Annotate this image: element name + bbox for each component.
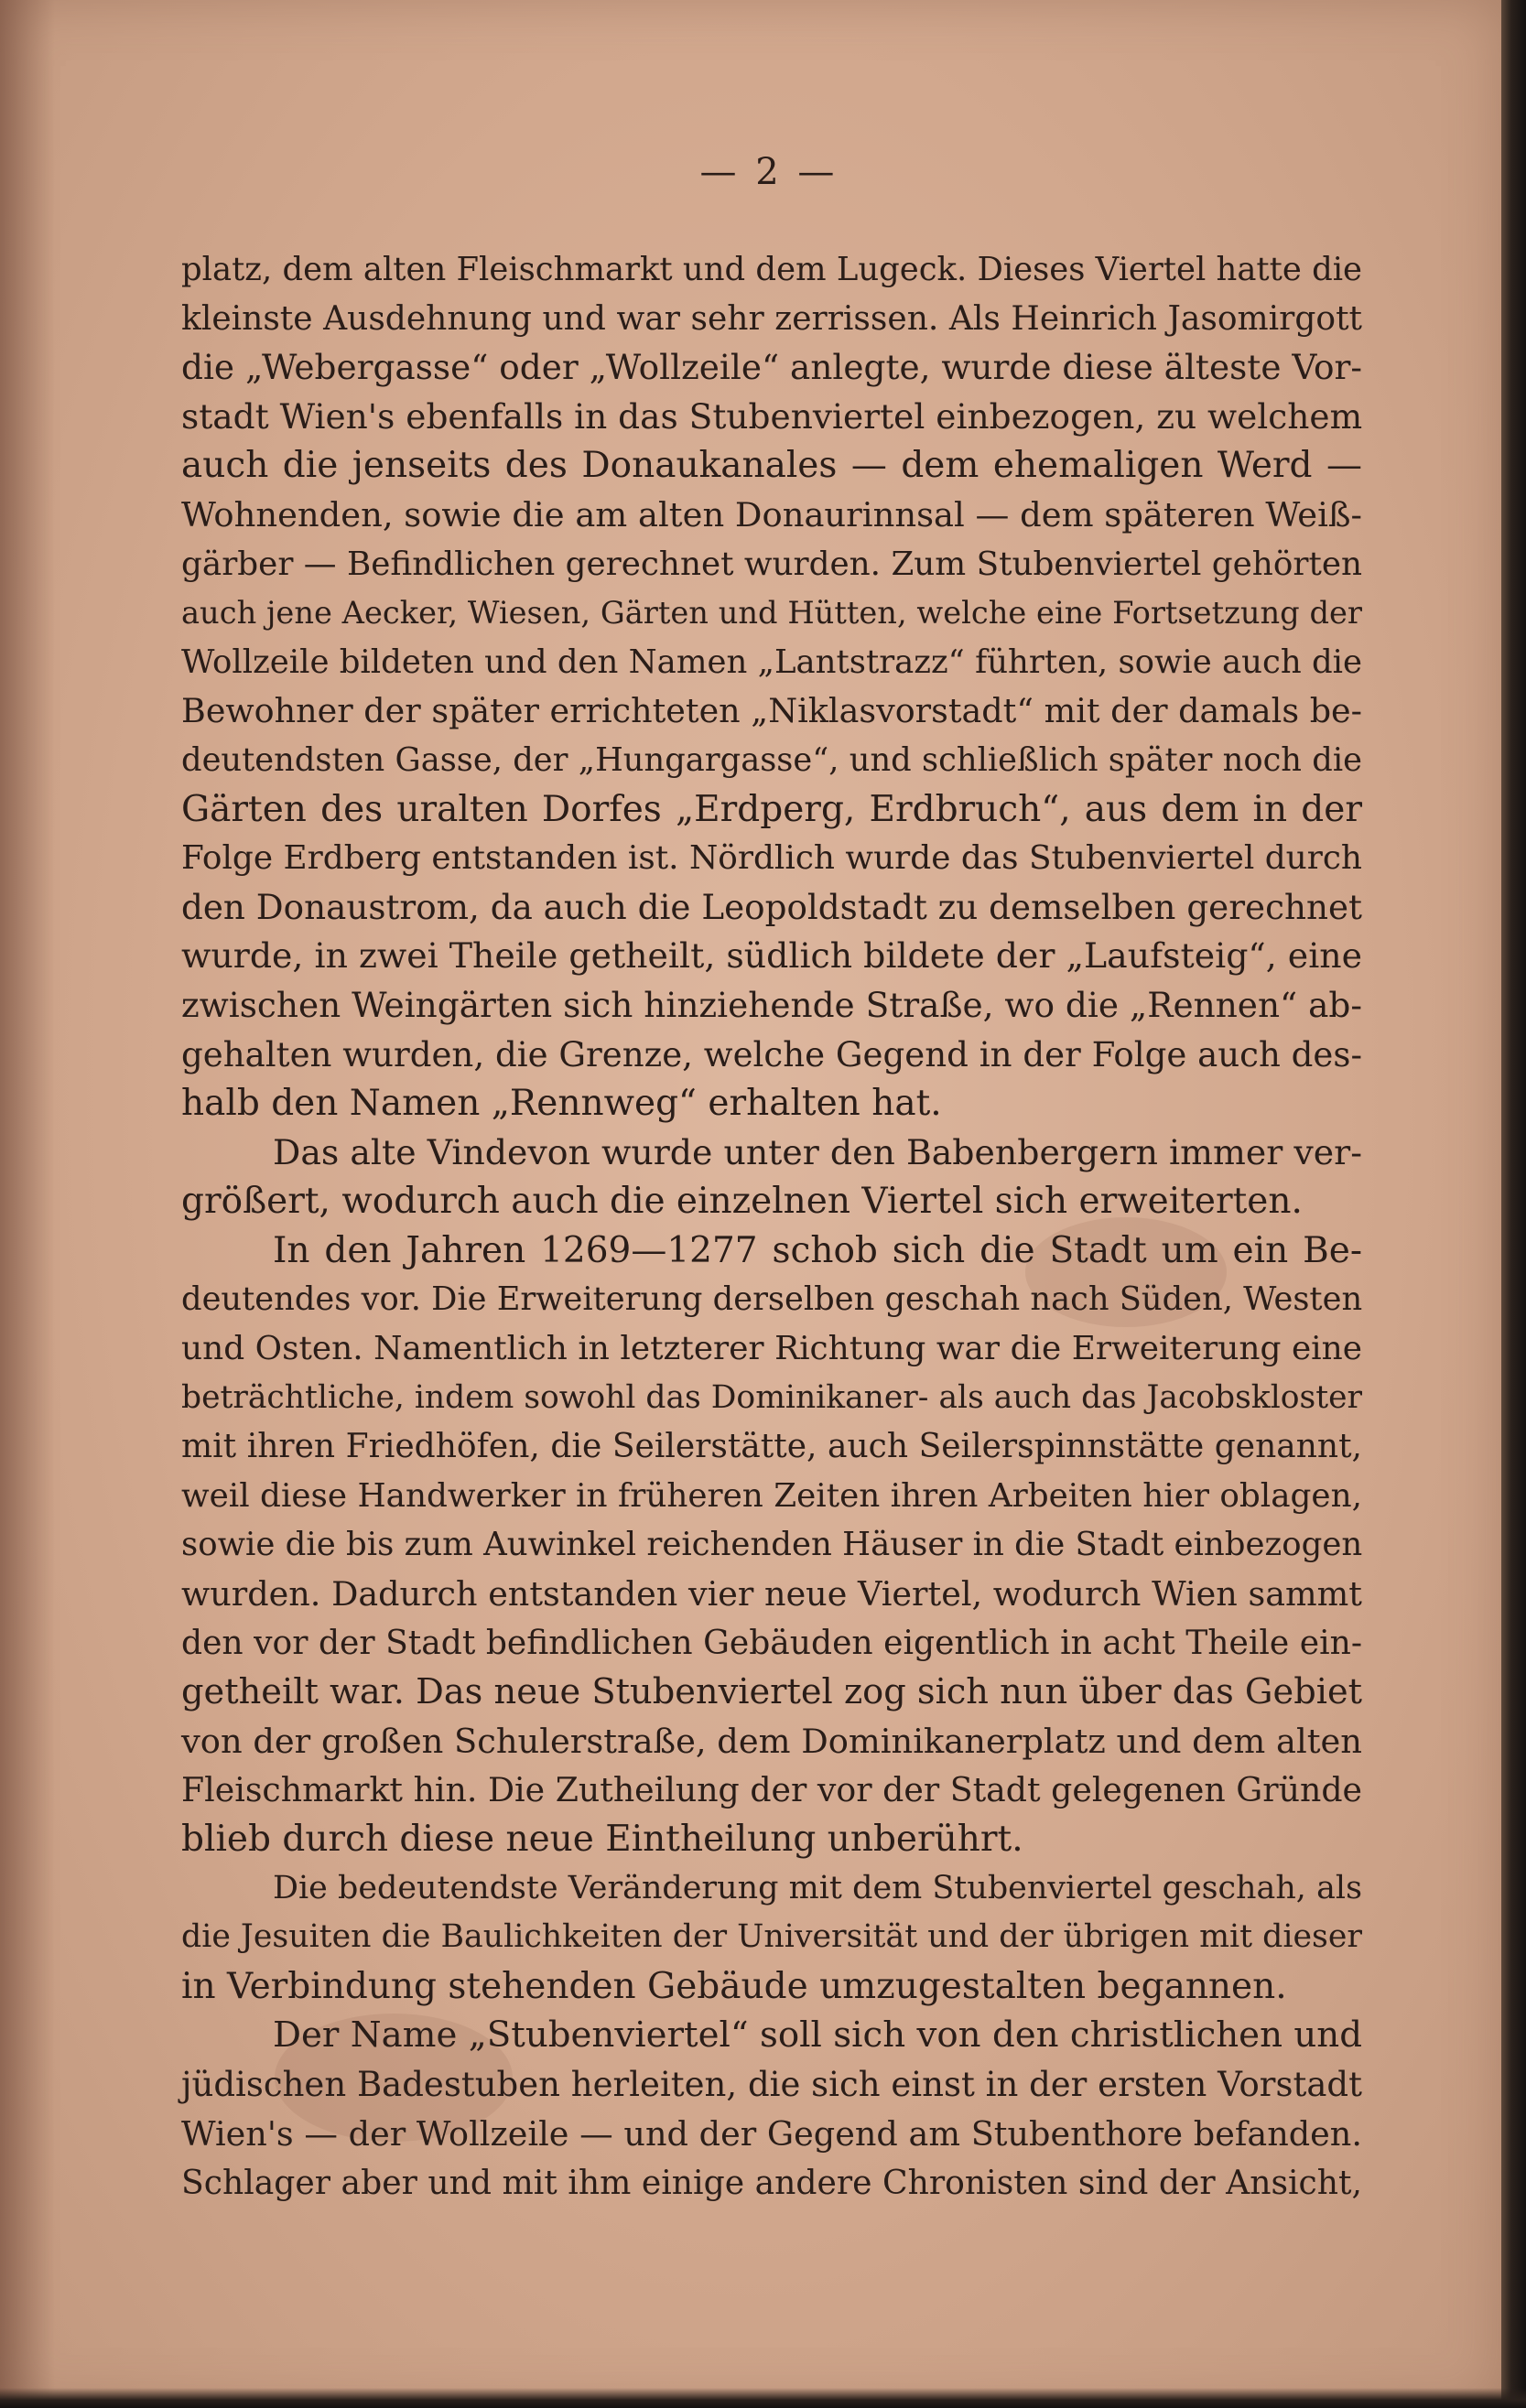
text-line: von der großen Schulerstraße, dem Dominikanerplatz und dem alten <box>181 1721 1362 1761</box>
text-line: Schlager aber und mit ihm einige andere Chronisten sind der Ansicht, <box>181 2163 1362 2203</box>
text-line: Wollzeile bildeten und den Namen „Lantstrazz“ führten, sowie auch die <box>181 642 1363 681</box>
text-line: weil diese Handwerker in früheren Zeiten ihren Arbeiten hier oblagen, <box>181 1476 1362 1515</box>
text-line: wurde, in zwei Theile getheilt, südlich bildete der „Laufsteig“, eine <box>181 935 1363 977</box>
text-line: auch die jenseits des Donaukanales — dem ehemaligen Werd — <box>181 445 1362 487</box>
text-line: Fleischmarkt hin. Die Zutheilung der vor der Stadt gelegenen Gründe <box>181 1770 1362 1810</box>
text-line: Folge Erdberg entstanden ist. Nördlich wurde das Stubenviertel durch <box>181 839 1362 878</box>
gutter-shadow <box>0 0 55 2408</box>
text-line: die „Webergasse“ oder „Wollzeile“ anlegte, wurde diese älteste Vor- <box>181 347 1362 388</box>
text-line: Die bedeutendste Veränderung mit dem Stubenviertel geschah, als <box>273 1869 1362 1906</box>
text-line: getheilt war. Das neue Stubenviertel zog sich nun über das Gebiet <box>181 1671 1363 1713</box>
body-text <box>181 245 1362 2208</box>
text-line: in Verbindung stehenden Gebäude umzugestalten begannen. <box>181 1965 1287 2007</box>
text-line: den Donaustrom, da auch die Leopoldstadt zu demselben gerechnet <box>181 886 1362 927</box>
text-line: auch jene Aecker, Wiesen, Gärten und Hütten, welche eine Fortsetzung der <box>181 595 1362 632</box>
text-line: Der Name „Stubenviertel“ soll sich von den christlichen und <box>273 2014 1362 2057</box>
text-line: Wohnenden, sowie die am alten Donaurinnsal — dem späteren Weiß- <box>181 494 1362 535</box>
text-line: jüdischen Badestuben herleiten, die sich einst in der ersten Vorstadt <box>181 2064 1362 2104</box>
text-line: Das alte Vindevon wurde unter den Babenbergern immer ver- <box>273 1131 1362 1172</box>
text-line: beträchtliche, indem sowohl das Dominikaner- als auch das Jacobskloster <box>181 1378 1362 1416</box>
text-line: platz, dem alten Fleischmarkt und dem Lugeck. Dieses Viertel hatte die <box>181 251 1362 288</box>
text-line: deutendsten Gasse, der „Hungargasse“, und schließlich später noch die <box>181 740 1362 779</box>
text-line: kleinste Ausdehnung und war sehr zerrissen. Als Heinrich Jasomirgott <box>181 299 1362 338</box>
text-line: blieb durch diese neue Eintheilung unberührt. <box>181 1819 1023 1860</box>
text-line: Gärten des uralten Dorfes „Erdperg, Erdbruch“, aus dem in der <box>181 788 1362 830</box>
text-line: stadt Wien's ebenfalls in das Stubenviertel einbezogen, zu welchem <box>181 395 1363 437</box>
text-line: Bewohner der später errichteten „Niklasvorstadt“ mit der damals be- <box>181 691 1362 731</box>
book-edge <box>1501 0 1526 2408</box>
text-line: zwischen Weingärten sich hinziehende Straße, wo die „Rennen“ ab- <box>181 984 1362 1025</box>
text-line: gärber — Befindlichen gerechnet wurden. Zum Stubenviertel gehörten <box>181 545 1362 583</box>
page-number: — 2 — <box>699 151 839 193</box>
text-line: und Osten. Namentlich in letzterer Richtung war die Erweiterung eine <box>181 1330 1362 1368</box>
text-line: die Jesuiten die Baulichkeiten der Universität und der übrigen mit dieser <box>181 1918 1362 1956</box>
text-line: deutendes vor. Die Erweiterung derselben geschah nach Süden, Westen <box>181 1280 1363 1319</box>
text-line: gehalten wurden, die Grenze, welche Gegend in der Folge auch des- <box>181 1034 1362 1074</box>
text-line: wurden. Dadurch entstanden vier neue Viertel, wodurch Wien sammt <box>181 1574 1362 1614</box>
text-line: sowie die bis zum Auwinkel reichenden Häuser in die Stadt einbezogen <box>181 1526 1363 1564</box>
book-bottom-edge <box>0 2388 1526 2408</box>
text-line: halb den Namen „Rennweg“ erhalten hat. <box>181 1083 942 1125</box>
text-line: den vor der Stadt befindlichen Gebäuden eigentlich in acht Theile ein- <box>181 1623 1362 1662</box>
text-line: In den Jahren 1269—1277 schob sich die Stadt um ein Be- <box>273 1229 1362 1271</box>
text-line: größert, wodurch auch die einzelnen Viertel sich erweiterten. <box>181 1181 1303 1223</box>
text-line: mit ihren Friedhöfen, die Seilerstätte, auch Seilerspinnstätte genannt, <box>181 1428 1362 1466</box>
text-line: Wien's — der Wollzeile — und der Gegend am Stubenthore befanden. <box>181 2113 1362 2154</box>
